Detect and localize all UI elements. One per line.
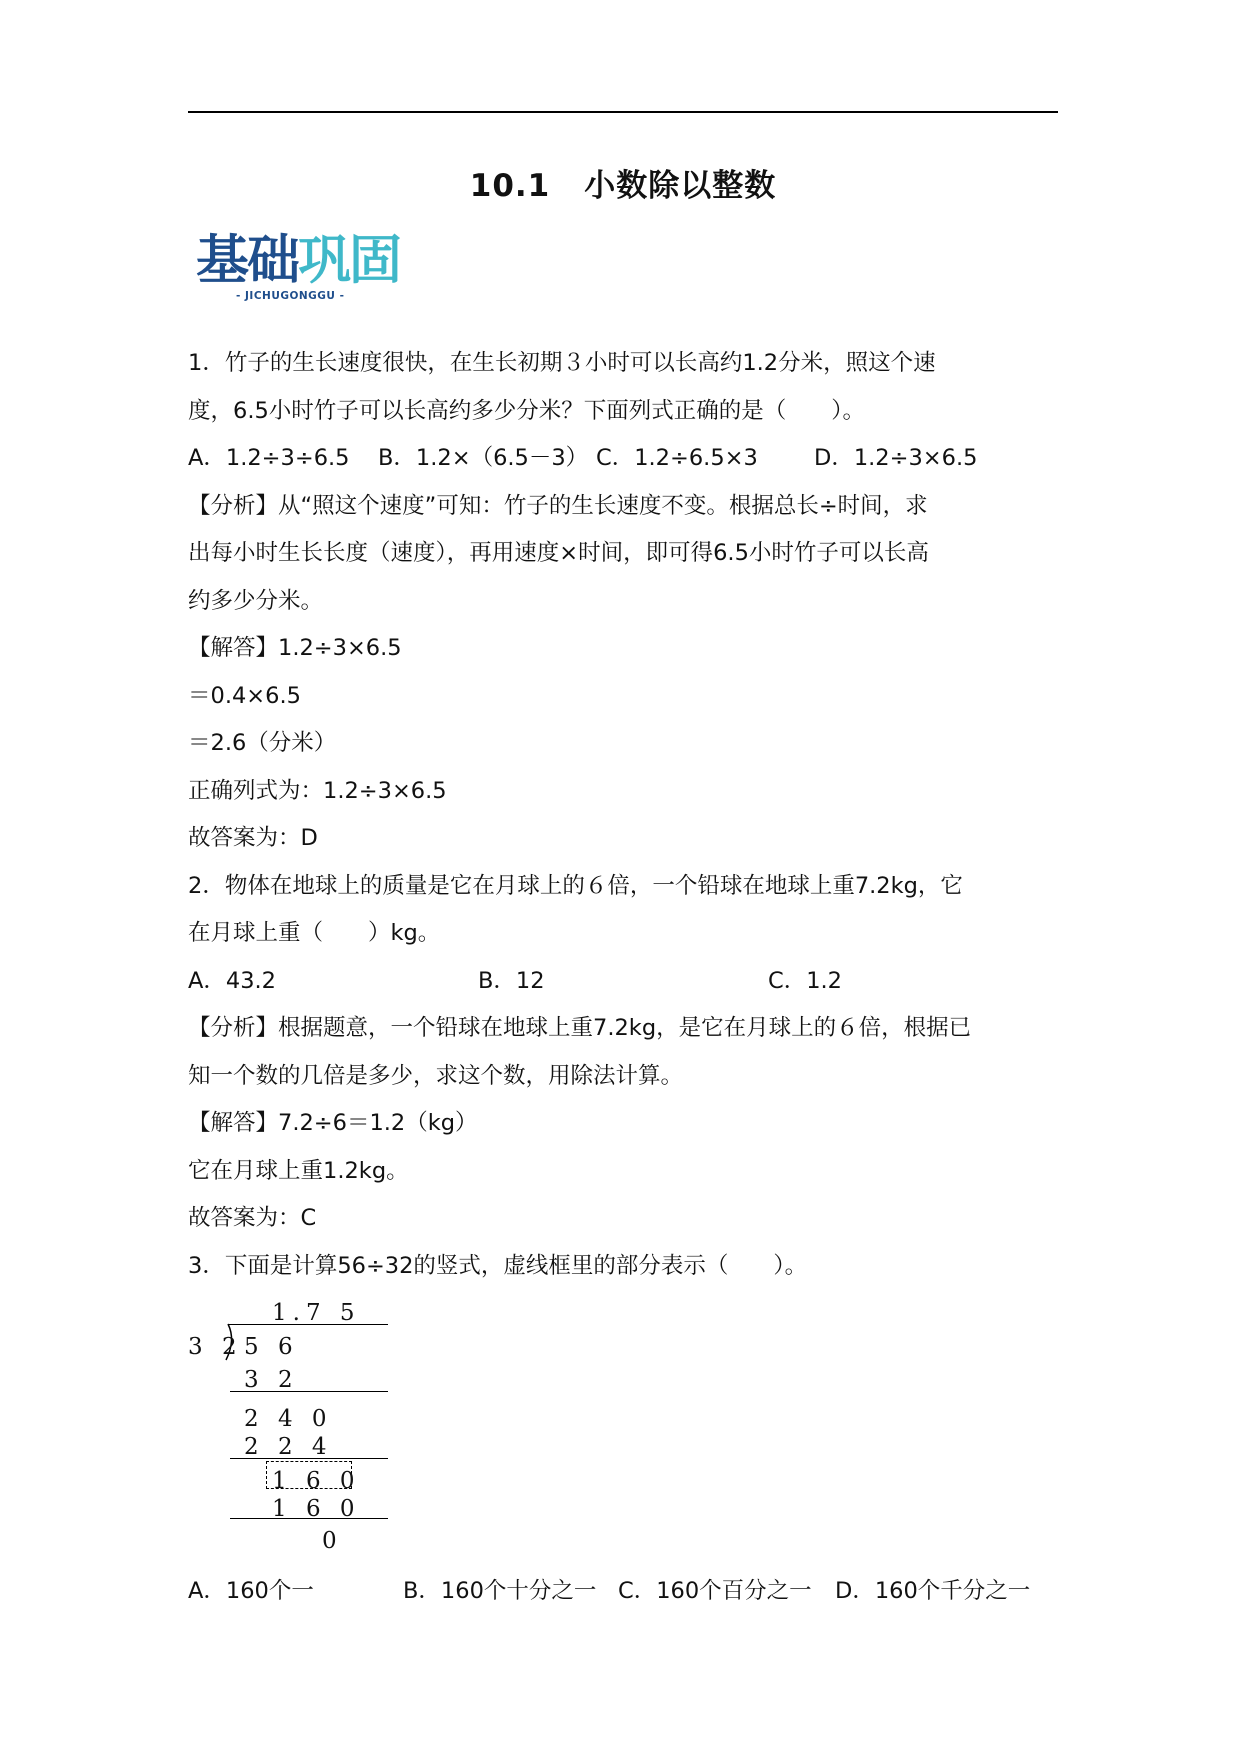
q1-stem-line1: 1．竹子的生长速度很快，在生长初期３小时可以长高约1.2分米，照这个速 [188, 350, 936, 376]
division-line-1 [230, 1391, 388, 1392]
q1-answer-line3: ＝2.6（分米） [188, 730, 337, 756]
q1-option-c: C．1.2÷6.5×3 [596, 445, 758, 471]
division-step4: 1 6 0 [272, 1468, 361, 1494]
q2-option-c: C．1.2 [768, 967, 842, 994]
q1-stem-line2: 度，6.5小时竹子可以长高约多少分米？下面列式正确的是（ ）。 [188, 397, 866, 424]
q1-analysis-line2: 出每小时生长长度（速度），再用速度×时间，即可得6.5小时竹子可以长高 [188, 540, 929, 566]
q1-analysis-line3: 约多少分米。 [188, 587, 324, 614]
q1-answer-line4: 正确列式为：1.2÷3×6.5 [188, 777, 447, 804]
q2-option-a: A．43.2 [188, 967, 276, 994]
division-divisor: 3 2 [188, 1334, 243, 1360]
title-number: 10.1 [469, 168, 551, 204]
long-division-diagram [188, 1296, 488, 1558]
q2-final-answer: 故答案为：C [188, 1205, 317, 1231]
q2-analysis-line2: 知一个数的几倍是多少，求这个数，用除法计算。 [188, 1062, 684, 1089]
q1-option-a: A．1.2÷3÷6.5 [188, 445, 350, 471]
logo-text-part1: 基础 [196, 230, 298, 291]
q2-analysis-line1: 【分析】根据题意，一个铅球在地球上重7.2kg，是它在月球上的６倍，根据已 [188, 1015, 972, 1041]
division-step5: 1 6 0 [272, 1496, 361, 1522]
q1-final-answer: 故答案为：D [188, 825, 318, 851]
q3-option-b: B．160个十分之一 [403, 1578, 597, 1604]
header-rule [188, 111, 1058, 113]
division-dividend: 5 6 [244, 1334, 299, 1360]
q1-options [188, 435, 1058, 483]
division-remainder: 0 [322, 1528, 343, 1554]
division-line-3 [230, 1518, 388, 1519]
q2-stem-line1: 2．物体在地球上的质量是它在月球上的６倍，一个铅球在地球上重7.2kg，它 [188, 872, 963, 899]
q2-option-b: B．12 [478, 967, 545, 994]
q1-answer-line2: ＝0.4×6.5 [188, 682, 301, 709]
division-step3: 2 2 4 [244, 1434, 333, 1460]
q2-options [188, 958, 1058, 1006]
q3-option-a: A．160个一 [188, 1578, 314, 1604]
q3-stem: 3．下面是计算56÷32的竖式，虚线框里的部分表示（ ）。 [188, 1252, 808, 1279]
q2-answer-line2: 它在月球上重1.2kg。 [188, 1157, 409, 1184]
logo-text-part2: 巩固 [298, 230, 400, 291]
q2-stem-line2: 在月球上重（ ）kg。 [188, 920, 441, 946]
title-text: 小数除以整数 [584, 168, 777, 204]
q1-answer-line1: 【解答】1.2÷3×6.5 [188, 635, 402, 661]
division-step1: 3 2 [244, 1367, 299, 1393]
q1-option-b: B．1.2×（6.5－3） [378, 445, 589, 471]
q3-options [188, 1568, 1058, 1616]
q3-option-d: D．160个千分之一 [835, 1578, 1031, 1604]
q2-answer-line1: 【解答】7.2÷6＝1.2（kg） [188, 1110, 478, 1136]
logo-subtitle: - JICHUGONGGU - [236, 290, 345, 302]
division-step2: 2 4 0 [244, 1406, 333, 1432]
q1-option-d: D．1.2÷3×6.5 [814, 445, 978, 471]
page-title [188, 160, 1058, 205]
division-quotient: 1.7 5 [272, 1300, 361, 1326]
q1-analysis-line1: 【分析】从“照这个速度”可知：竹子的生长速度不变。根据总长÷时间，求 [188, 492, 928, 519]
question-content [188, 340, 1058, 1616]
q3-option-c: C．160个百分之一 [618, 1578, 812, 1604]
section-logo [196, 232, 416, 310]
